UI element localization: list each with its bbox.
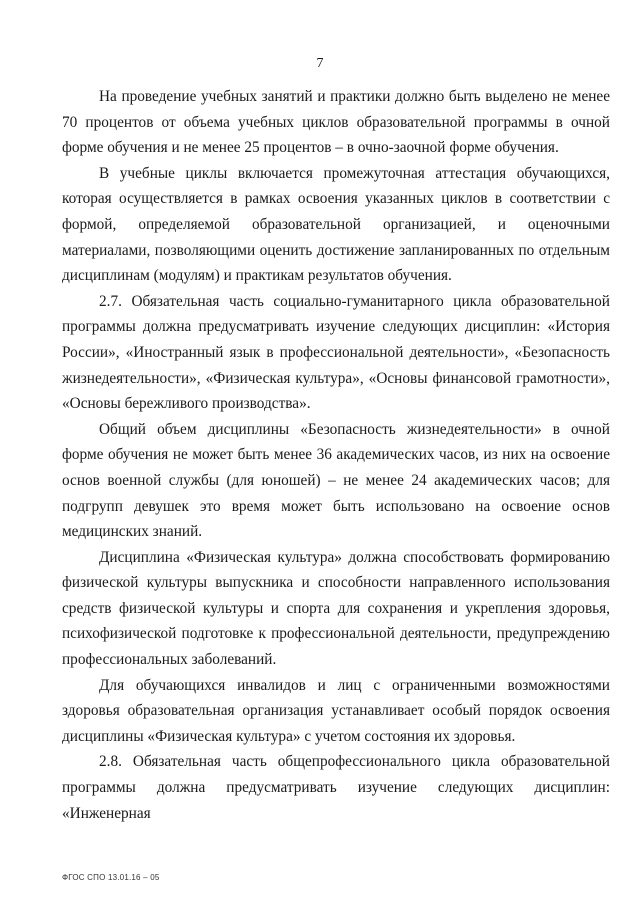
paragraph-physical-culture: Дисциплина «Физическая культура» должна способствовать формированию физической культуры выпускника и способности направленного использования средств физической культуры и спорта для сохранения и укрепления здоровья, психофизической подготовке к профессиональной деятельности, предупреждению профессиональных заболеваний. bbox=[62, 548, 610, 669]
document-body bbox=[62, 84, 610, 826]
paragraph-life-safety-hours: Общий объем дисциплины «Безопасность жизнедеятельности» в очной форме обучения не может быть менее 36 академических часов, из них на освоение основ военной службы (для юношей) – не менее 24 академических часов; для подгрупп девушек это время может быть использовано на освоение основ медицинских знаний. bbox=[62, 420, 610, 541]
paragraph-section-2-8: 2.8. Обязательная часть общепрофессионального цикла образовательной программы должна предусматривать изучение следующих дисциплин: «Инженерная bbox=[62, 753, 610, 822]
page-number: 7 bbox=[316, 56, 324, 71]
paragraph-disabled-students: Для обучающихся инвалидов и лиц с ограниченными возможностями здоровья образовательная организация устанавливает особый порядок освоения дисциплины «Физическая культура» с учетом состояния их здоровья. bbox=[62, 676, 610, 745]
paragraph-training-hours: На проведение учебных занятий и практики должно быть выделено не менее 70 процентов от объема учебных циклов образовательной программы в очной форме обучения и не менее 25 процентов – в очно-заочной форме обучения. bbox=[62, 88, 610, 157]
footer-standard-code: ФГОС СПО 13.01.16 – 05 bbox=[62, 873, 160, 882]
paragraph-section-2-7: 2.7. Обязательная часть социально-гуманитарного цикла образовательной программы должна предусматривать изучение следующих дисциплин: «История России», «Иностранный язык в профессиональной деятельности», «Безопасность жизнедеятельности», «Физическая культура», «Основы финансовой грамотности», «Основы бережливого производства». bbox=[62, 292, 610, 413]
paragraph-intermediate-attestation: В учебные циклы включается промежуточная аттестация обучающихся, которая осуществляется в рамках освоения указанных циклов в соответствии с формой, определяемой образовательной организацией, и оценочными материалами, позволяющими оценить достижение запланированных по отдельным дисциплинам (модулям) и практикам результатов обучения. bbox=[62, 164, 610, 285]
